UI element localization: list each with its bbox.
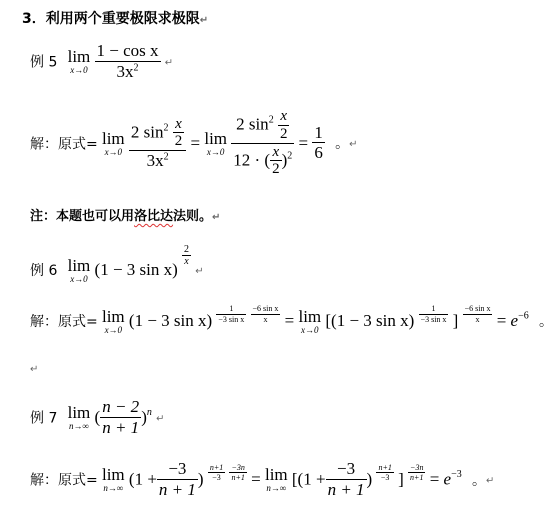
section-heading: 3．利用两个重要极限求极限↵ [22,11,209,27]
solution-6: 解：原式= lim x→0 (1 − 3 sin x) $\frac{1}{\text{−3 sin x}}$ $\frac{\text{−6 sin x}}{x}$ = lim x→0 [(1 − 3 sin x) $\frac{1}{\text{−3 sin x}}$ ] $\frac{\text{−6 sin x}}{x}$ = $e^{-6}$ 。 [30,304,553,335]
return-mark: ↵ [30,364,39,375]
example-6: 例 6 lim x→0 (1 − 3 sin x) $\frac{2}{x}$ ↵ [30,244,204,284]
fraction: $\frac{-3}{n + 1}$ [327,459,365,499]
note: 注：本题也可以用洛比达法则。↵ [30,209,221,224]
example-7: 例 7 lim n→∞ ( $\frac{n - 2}{n + 1}$ )$^n$ ↵ [30,397,165,437]
fraction: 2 $\sin^2$ $\frac{x}{2}$ 12 · ( $\frac{x}{2}$ )$^2$ [233,108,293,178]
example-7-label: 例 7 [30,410,58,427]
fraction: 2 $\sin^2$ $\frac{x}{2}$ $3x^2$ [129,116,186,171]
limit-operator: lim x→0 [204,128,228,157]
limit-operator: lim x→0 [101,306,125,335]
exponent-fraction: $\frac{2}{x}$ [184,244,190,267]
example-5-label: 例 5 [30,54,58,71]
solution-5: 解：原式= lim x→0 2 $\sin^2$ $\frac{x}{2}$ $3x^2$ = lim x→0 2 $\sin^2$ $\frac{x}{2}$ 12 · ( $\frac{x}{2}$ )$^2$ = $\frac{1}{6}$ 。↵ [30,108,358,178]
solution-6-label: 解：原式= [30,314,98,331]
limit-operator: lim n→∞ [264,465,288,494]
limit-operator: lim n→∞ [67,403,91,432]
solution-5-label: 解：原式= [30,136,98,153]
example-6-label: 例 6 [30,263,58,280]
limit-operator: lim x→0 [67,47,91,76]
solution-7: 解：原式= lim n→∞ (1 + $\frac{-3}{n + 1}$ ) $\frac{n+1}{-3}$ $\frac{-3n}{n+1}$ = lim n→∞ [(1 + $\frac{-3}{n + 1}$ ) $\frac{n+1}{-3}$ ] $\frac{-3n}{n+1}$ = $e^{-3}$ 。↵ [30,459,495,499]
fraction: $\frac{\text{1 − cos x}}{3x^2}$ [96,41,159,81]
fraction: $\frac{n - 2}{n + 1}$ [102,397,140,437]
limit-operator: lim x→0 [298,306,322,335]
solution-7-label: 解：原式= [30,472,98,489]
return-mark: ↵ [199,15,209,26]
limit-operator: lim x→0 [101,128,125,157]
limit-operator: lim x→0 [67,255,91,284]
fraction: $\frac{-3}{n + 1}$ [158,459,196,499]
answer-fraction: $\frac{1}{6}$ [314,122,323,163]
limit-operator: lim n→∞ [101,465,125,494]
example-5: 例 5 lim x→0 $\frac{\text{1 − cos x}}{3x^2}$ ↵ [30,41,174,81]
